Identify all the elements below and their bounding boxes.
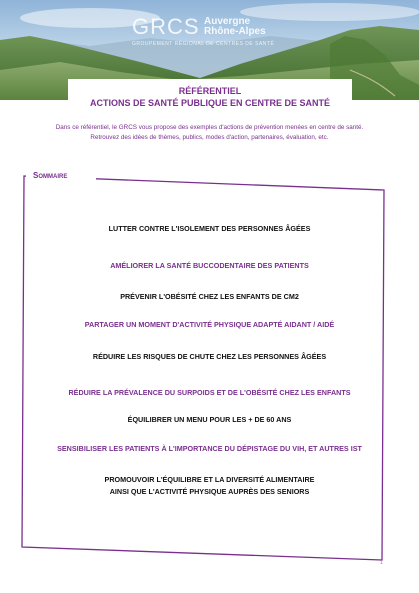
logo-subtitle: GROUPEMENT RÉGIONAL DE CENTRES DE SANTÉ	[132, 41, 275, 47]
summary-item[interactable]: AINSI QUE L'ACTIVITÉ PHYSIQUE AUPRÈS DES SENIORS	[109, 487, 310, 496]
logo-main-text: GRCS	[132, 14, 200, 39]
summary-item[interactable]: LUTTER CONTRE L'ISOLEMENT DES PERSONNES ÂGÉES	[108, 224, 311, 233]
title-line-2: ACTIONS DE SANTÉ PUBLIQUE EN CENTRE DE SANTÉ	[89, 98, 331, 108]
summary-item[interactable]: SENSIBILISER LES PATIENTS À L'IMPORTANCE DU DÉPISTAGE DU VIH, ET AUTRES IST	[57, 444, 362, 453]
summary-item[interactable]: PROMOUVOIR L'ÉQUILIBRE ET LA DIVERSITÉ ALIMENTAIRE	[104, 475, 315, 484]
intro-paragraph	[14, 123, 405, 143]
summary-item[interactable]: PRÉVENIR L'OBÉSITÉ CHEZ LES ENFANTS DE CM2	[120, 292, 299, 301]
summary-item[interactable]: PARTAGER UN MOMENT D'ACTIVITÉ PHYSIQUE ADAPTÉ AIDANT / AIDÉ	[84, 320, 335, 329]
document-title	[68, 79, 352, 115]
title-line-1: RÉFÉRENTIEL	[178, 86, 242, 96]
intro-line-1: Dans ce référentiel, le GRCS vous propose des exemples d'actions de prévention menées en centre de santé.	[55, 124, 364, 131]
page-number: 1	[380, 560, 383, 566]
summary-item[interactable]: ÉQUILIBRER UN MENU POUR LES + DE 60 ANS	[127, 415, 292, 424]
summary-item[interactable]: RÉDUIRE LA PRÉVALENCE DU SURPOIDS ET DE L'OBÉSITÉ CHEZ LES ENFANTS	[68, 388, 351, 397]
grcs-logo	[132, 14, 302, 54]
intro-line-2: Retrouvez des idées de thèmes, publics, modes d'action, partenaires, évaluation, etc.	[90, 134, 329, 141]
logo-region-line1: Auvergne	[204, 16, 251, 27]
summary-item[interactable]: AMÉLIORER LA SANTÉ BUCCODENTAIRE DES PATIENTS	[110, 261, 309, 270]
summary-heading-text: Sommaire	[33, 171, 68, 180]
summary-heading	[26, 167, 96, 185]
summary-item[interactable]: RÉDUIRE LES RISQUES DE CHUTE CHEZ LES PERSONNES ÂGÉES	[92, 352, 327, 361]
logo-region-text	[204, 17, 266, 37]
logo-region-line2: Rhône-Alpes	[204, 26, 266, 37]
